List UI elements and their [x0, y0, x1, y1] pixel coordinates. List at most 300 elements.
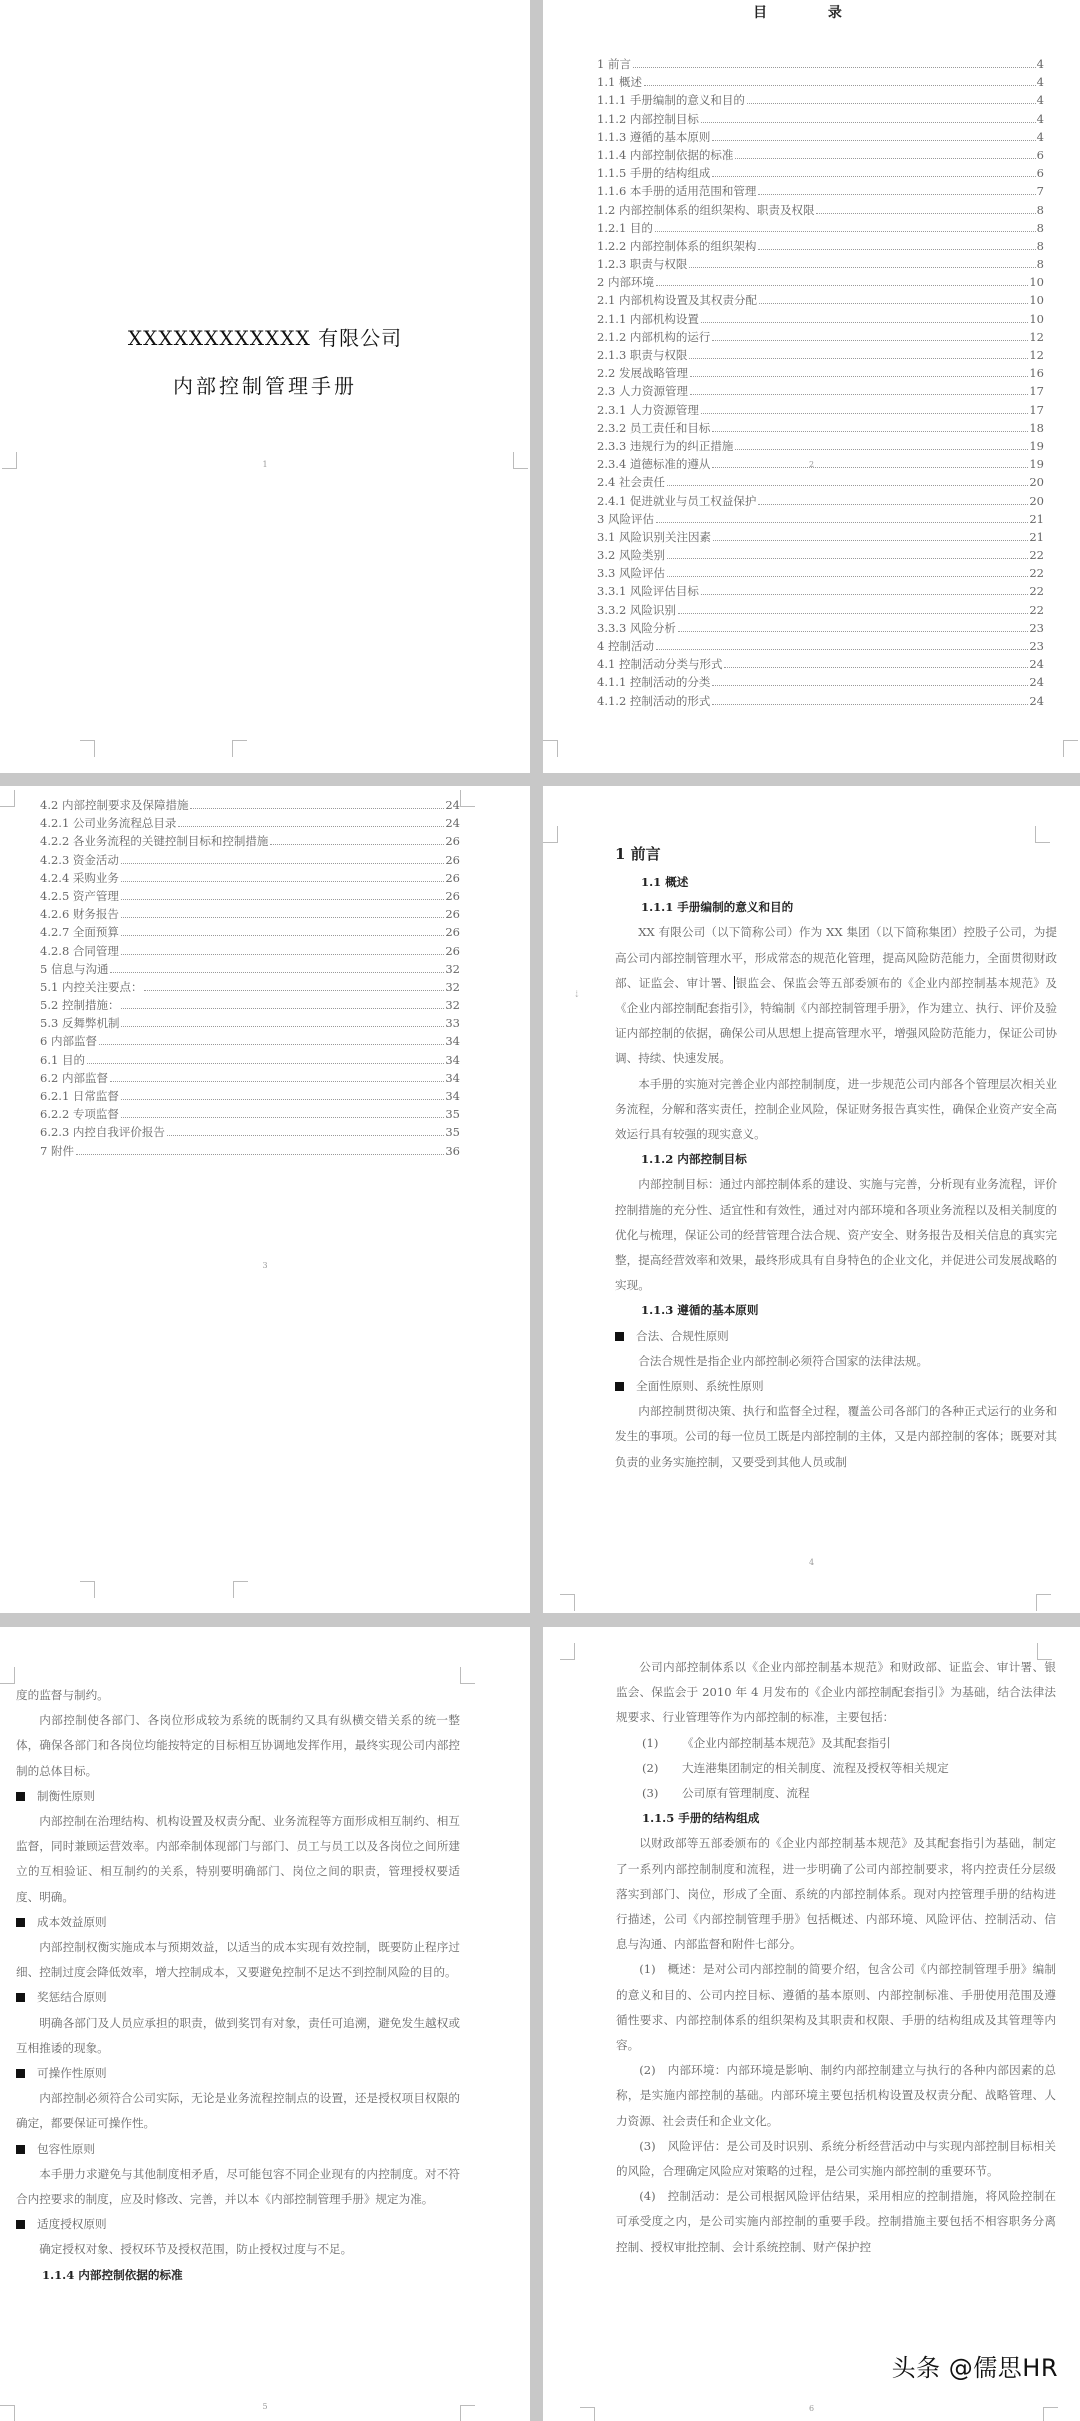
toc-entry-page: 10	[1029, 311, 1044, 326]
toc-entry[interactable]	[597, 146, 1044, 164]
margin-marker: ⇣	[573, 990, 581, 1000]
bullet-item: 制衡性原则	[16, 1784, 460, 1809]
toc-leader-dots	[735, 158, 1035, 159]
toc-entry-label: 5.2 控制措施：	[40, 998, 120, 1013]
toc-entry-label: 1.2 内部控制体系的组织架构、职责及权限	[597, 202, 815, 217]
toc-entry[interactable]	[40, 851, 460, 869]
crop-mark	[1036, 1594, 1051, 1611]
toc-leader-dots	[656, 285, 1028, 286]
toc-entry-label: 2.3.3 违规行为的纠正措施	[597, 438, 734, 453]
heading-3: 1.1.4 内部控制依据的标准	[42, 2267, 183, 2282]
toc-leader-dots	[759, 303, 1028, 304]
toc-entry[interactable]	[597, 473, 1044, 491]
toc-leader-dots	[678, 613, 1028, 614]
toc-leader-dots	[121, 863, 444, 864]
toc-entry-label: 2.3.2 员工责任和目标	[597, 420, 711, 435]
toc-entry-label: 2.3 人力资源管理	[597, 384, 688, 399]
toc-entry-page: 7	[1036, 184, 1044, 199]
toc-leader-dots	[712, 685, 1028, 686]
toc-entry-label: 3.3.3 风险分析	[597, 620, 676, 635]
toc-entry[interactable]	[40, 1087, 460, 1105]
square-bullet-icon	[615, 1382, 624, 1391]
toc-entry[interactable]	[597, 582, 1044, 600]
paragraph: 内部控制必须符合公司实际，无论是业务流程控制点的设置，还是授权项目权限的确定，都要保证可操作性。	[16, 2091, 460, 2131]
toc-entry-label: 1.2.3 职责与权限	[597, 257, 688, 272]
toc-entry-label: 2.1 内部机构设置及其权责分配	[597, 293, 757, 308]
toc-entry-page: 16	[1029, 366, 1044, 381]
toc-entry-label: 2 内部环境	[597, 275, 654, 290]
crop-mark	[580, 2407, 595, 2421]
item-text: 控制活动：是公司根据风险评估结果，采用相应的控制措施，将风险控制在可承受度之内，是公司实施内部控制的重要手段。控制措施主要包括不相容职务分离控制、授权审批控制、会计系统控制、财产保护控	[616, 2189, 1056, 2254]
toc-entry-page: 35	[445, 1125, 460, 1140]
toc-entry-label: 4.2.5 资产管理	[40, 888, 119, 903]
toc-entry-page: 35	[445, 1107, 460, 1122]
toc-entry[interactable]	[597, 201, 1044, 219]
toc-entry-page: 4	[1036, 75, 1044, 90]
crop-mark	[543, 740, 558, 757]
toc-entry[interactable]	[597, 55, 1044, 73]
toc-entry-label: 1.1.6 本手册的适用范围和管理	[597, 184, 757, 199]
toc-entry-page: 17	[1029, 384, 1044, 399]
toc-leader-dots	[689, 358, 1028, 359]
toc-entry-page: 6	[1036, 147, 1044, 162]
square-bullet-icon	[16, 2069, 25, 2078]
item-number: (3)	[639, 2138, 656, 2153]
toc-entry[interactable]	[597, 328, 1044, 346]
item-text: 公司原有管理制度、流程	[682, 1786, 810, 1801]
toc-entry-label: 4.2.1 公司业务流程总目录	[40, 816, 177, 831]
toc-entry[interactable]	[40, 814, 460, 832]
watermark-text: 头条 @儒思HR	[891, 2354, 1058, 2382]
toc-leader-dots	[712, 140, 1035, 141]
crop-mark	[1043, 2407, 1058, 2421]
toc-leader-dots	[121, 954, 444, 955]
numbered-paragraph	[616, 1957, 1056, 2058]
crop-mark	[460, 790, 475, 807]
toc-entry-label: 2.1.2 内部机构的运行	[597, 329, 711, 344]
toc-entry-label: 7 附件	[40, 1143, 74, 1158]
paragraph: 内部控制使各部门、各岗位形成较为系统的既制约又具有纵横交错关系的统一整体，确保各部门和各岗位均能按特定的目标相互协调地发挥作用，最终实现公司内部控制的总体目标。	[16, 1713, 460, 1778]
toc-entry[interactable]	[597, 110, 1044, 128]
toc-entry-page: 21	[1029, 529, 1044, 544]
toc-entry-label: 6 内部监督	[40, 1034, 97, 1049]
toc-entry-page: 19	[1029, 438, 1044, 453]
paragraph: 确定授权对象、授权环节及授权范围，防止授权过度与不足。	[39, 2242, 353, 2257]
numbered-paragraph	[616, 2134, 1056, 2184]
toc-entry[interactable]	[40, 887, 460, 905]
toc-entry-label: 4.2.3 资金活动	[40, 852, 119, 867]
toc-entry-page: 26	[445, 834, 460, 849]
toc-leader-dots	[701, 594, 1028, 595]
item-text: 《企业内部控制基本规范》及其配套指引	[682, 1735, 891, 1750]
toc-entry-page: 18	[1029, 420, 1044, 435]
toc-entry[interactable]	[597, 673, 1044, 691]
paragraph: 内部控制在治理结构、机构设置及权责分配、业务流程等方面形成相互制约、相互监督，同时兼顾运营效率。内部牵制体现部门与部门、员工与员工以及各岗位之间所建立的互相验证、相互制约的关系，特别要明确部门、岗位之间的职责，管理授权要适度、明确。	[16, 1814, 460, 1904]
standards-list	[616, 1731, 1056, 1807]
toc-entry[interactable]	[597, 692, 1044, 710]
toc-leader-dots	[701, 322, 1028, 323]
toc-leader-dots	[758, 249, 1035, 250]
toc-entry[interactable]	[597, 382, 1044, 400]
page-body-6	[543, 1627, 1080, 2421]
toc-entry-page: 26	[445, 870, 460, 885]
toc-entry[interactable]	[597, 291, 1044, 309]
toc-entry-label: 3.3.2 风险识别	[597, 602, 676, 617]
toc-entry[interactable]	[597, 73, 1044, 91]
bullet-item: 合法、合规性原则	[615, 1324, 1057, 1349]
crop-mark	[460, 2405, 475, 2421]
toc-entry-label: 3.3.1 风险评估目标	[597, 584, 699, 599]
toc-entry-label: 4.2.7 全面预算	[40, 925, 119, 940]
toc-leader-dots	[121, 1026, 444, 1027]
page-toc-2	[0, 786, 530, 1613]
toc-entry[interactable]	[597, 419, 1044, 437]
toc-entry-label: 3 风险评估	[597, 511, 654, 526]
square-bullet-icon	[16, 2220, 25, 2229]
toc-leader-dots	[644, 85, 1036, 86]
toc-leader-dots	[701, 122, 1036, 123]
toc-entry-page: 34	[445, 1070, 460, 1085]
crop-mark	[0, 790, 15, 807]
toc-leader-dots	[712, 176, 1035, 177]
toc-leader-dots	[167, 1135, 444, 1136]
toc-leader-dots	[735, 449, 1028, 450]
paragraph: 内部控制权衡实施成本与预期效益，以适当的成本实现有效控制，既要防止程序过细、控制过度会降低效率，增大控制成本，又要避免控制不足达不到控制风险的目的。	[16, 1940, 460, 1980]
toc-heading: 目 录	[753, 5, 870, 21]
item-number: (1)	[642, 1735, 659, 1750]
toc-entry-page: 4	[1036, 129, 1044, 144]
toc-leader-dots	[633, 67, 1036, 68]
toc-entry-page: 10	[1029, 275, 1044, 290]
toc-entry[interactable]	[40, 1105, 460, 1123]
heading-3: 1.1.1 手册编制的意义和目的	[641, 900, 794, 915]
toc-entry[interactable]	[597, 273, 1044, 291]
toc-leader-dots	[701, 413, 1028, 414]
toc-entry-page: 34	[445, 1089, 460, 1103]
toc-leader-dots	[747, 103, 1036, 104]
bullet-item: 全面性原则、系统性原则	[615, 1374, 1057, 1399]
page-number: 5	[262, 2402, 268, 2411]
toc-leader-dots	[121, 1099, 444, 1100]
toc-leader-dots	[121, 935, 444, 936]
toc-entry-label: 1.2.2 内部控制体系的组织架构	[597, 238, 757, 253]
item-text: 风险评估：是公司及时识别、系统分析经营活动中与实现内部控制目标相关的风险，合理确定风险应对策略的过程，是公司实施内部控制的重要环节。	[616, 2138, 1056, 2179]
toc-entry-page: 26	[445, 852, 460, 867]
item-number: (4)	[639, 2189, 656, 2204]
toc-entry-page: 22	[1029, 566, 1044, 581]
toc-entry-page: 24	[1029, 675, 1044, 690]
paragraph: 内部控制目标：通过内部控制体系的建设、实施与完善，分析现有业务流程，评价控制措施的充分性、适宜性和有效性，通过对内部环境和各项业务流程以及相关制度的优化与梳理，保证公司的经营管理合法合规、资产安全、财务报告及相关信息的真实完整，提高经营效率和效果，最终形成具有自身特色的企业文化，并促进公司发展战略的实现。	[615, 1177, 1057, 1293]
toc-entry-label: 1.2.1 目的	[597, 220, 653, 235]
crop-mark	[80, 740, 95, 757]
body-text	[616, 1655, 1056, 2260]
toc-list	[597, 55, 1044, 710]
toc-entry-label: 6.2.3 内控自我评价报告	[40, 1125, 165, 1140]
toc-entry[interactable]	[40, 1014, 460, 1032]
toc-entry[interactable]	[597, 182, 1044, 200]
toc-entry-page: 26	[445, 888, 460, 903]
crop-mark	[0, 1667, 15, 1684]
toc-entry-label: 5.3 反舞弊机制	[40, 1016, 120, 1031]
toc-leader-dots	[712, 704, 1028, 705]
toc-entry-page: 26	[445, 943, 460, 958]
toc-entry[interactable]	[40, 1032, 460, 1050]
toc-entry[interactable]	[597, 528, 1044, 546]
toc-entry[interactable]	[40, 1123, 460, 1141]
toc-leader-dots	[121, 917, 444, 918]
toc-entry-label: 4.2.4 采购业务	[40, 870, 119, 885]
toc-entry-label: 2.3.1 人力资源管理	[597, 402, 699, 417]
toc-entry-label: 1.1.2 内部控制目标	[597, 111, 699, 126]
toc-entry-page: 24	[1029, 657, 1044, 672]
paragraph: 公司内部控制体系以《企业内部控制基本规范》和财政部、证监会、审计署、银监会、保监会于 2010 年 4 月发布的《企业内部控制配套指引》为基础，结合法律法规要求、行业管理等作为内部控制的标准，主要包括：	[616, 1660, 1056, 1725]
toc-leader-dots	[121, 899, 444, 900]
toc-entry[interactable]	[597, 492, 1044, 510]
toc-entry[interactable]	[40, 796, 460, 814]
item-text: 概述：是对公司内部控制的简要介绍，包含公司《内部控制管理手册》编制的意义和目的、公司内控目标、遵循的基本原则、内部控制标准、手册使用范围及遵循性要求、内部控制体系的组织架构及其职责和权限、手册的结构组成及其管理等内容。	[616, 1962, 1056, 2053]
page-number: 3	[262, 1261, 268, 1270]
toc-entry-label: 2.2 发展战略管理	[597, 366, 688, 381]
paragraph: 以财政部等五部委颁布的《企业内部控制基本规范》及其配套指引为基础，制定了一系列内部控制制度和流程，进一步明确了公司内部控制要求，将内控责任分层级落实到部门、岗位，形成了全面、系统的内部控制体系。现对内控管理手册的结构进行描述，公司《内部控制管理手册》包括概述、内部环境、风险评估、控制活动、信息与沟通、内部监督和附件七部分。	[616, 1836, 1056, 1952]
toc-entry-label: 6.2 内部监督	[40, 1070, 108, 1085]
toc-entry-page: 8	[1036, 257, 1044, 272]
toc-entry-page: 23	[1029, 620, 1044, 635]
toc-entry-page: 20	[1029, 493, 1044, 508]
toc-entry-label: 1.1.3 遵循的基本原则	[597, 129, 711, 144]
page-cover	[0, 0, 530, 773]
toc-entry-label: 1.1 概述	[597, 75, 642, 90]
toc-entry-page: 22	[1029, 548, 1044, 563]
toc-leader-dots	[87, 1063, 444, 1064]
toc-entry-page: 10	[1029, 293, 1044, 308]
toc-entry-label: 3.2 风险类别	[597, 548, 665, 563]
paragraph: 合法合规性是指企业内部控制必须符合国家的法律法规。	[638, 1353, 929, 1368]
toc-leader-dots	[724, 667, 1028, 668]
bullet-item: 适度授权原则	[16, 2212, 460, 2237]
toc-entry[interactable]	[597, 164, 1044, 182]
toc-entry-page: 8	[1036, 220, 1044, 235]
toc-entry-page: 24	[445, 798, 460, 812]
toc-entry-page: 8	[1036, 202, 1044, 217]
toc-entry-label: 6.1 目的	[40, 1052, 85, 1067]
crop-mark	[232, 740, 247, 757]
body-text	[615, 838, 1057, 1475]
toc-entry-label: 3.3 风险评估	[597, 566, 665, 581]
toc-leader-dots	[76, 1154, 444, 1155]
toc-leader-dots	[758, 504, 1028, 505]
toc-entry[interactable]	[40, 1051, 460, 1069]
toc-leader-dots	[121, 1117, 444, 1118]
toc-leader-dots	[656, 522, 1028, 523]
toc-leader-dots	[110, 972, 444, 973]
square-bullet-icon	[16, 1918, 25, 1927]
toc-entry-label: 4.2.8 合同管理	[40, 943, 119, 958]
toc-entry[interactable]	[40, 869, 460, 887]
toc-entry[interactable]	[597, 346, 1044, 364]
crop-mark	[543, 826, 558, 843]
toc-entry[interactable]	[40, 978, 460, 996]
toc-entry-page: 26	[445, 925, 460, 940]
toc-entry-label: 2.1.1 内部机构设置	[597, 311, 699, 326]
crop-mark	[0, 2405, 15, 2421]
toc-leader-dots	[270, 844, 444, 845]
toc-leader-dots	[712, 431, 1028, 432]
toc-entry-page: 12	[1029, 329, 1044, 344]
toc-entry[interactable]	[597, 655, 1044, 673]
toc-leader-dots	[690, 376, 1028, 377]
toc-entry[interactable]	[597, 564, 1044, 582]
toc-leader-dots	[144, 990, 444, 991]
numbered-paragraph	[616, 2184, 1056, 2260]
toc-entry[interactable]	[40, 1069, 460, 1087]
crop-mark	[1063, 740, 1078, 757]
square-bullet-icon	[16, 2145, 25, 2154]
toc-leader-dots	[121, 881, 444, 882]
numbered-item	[616, 1731, 1056, 1756]
toc-entry-label: 4.2.2 各业务流程的关键控制目标和控制措施	[40, 834, 269, 849]
numbered-item	[616, 1781, 1056, 1806]
toc-leader-dots	[110, 1081, 444, 1082]
toc-entry-page: 33	[445, 1016, 460, 1031]
toc-entry[interactable]	[597, 91, 1044, 109]
toc-entry-page: 32	[445, 979, 460, 994]
toc-entry-label: 4.2 内部控制要求及保障措施	[40, 798, 189, 812]
toc-entry-label: 4.2.6 财务报告	[40, 907, 119, 922]
cover-company-name: XXXXXXXXXXXX 有限公司	[127, 326, 403, 350]
toc-leader-dots	[712, 340, 1028, 341]
toc-leader-dots	[655, 231, 1036, 232]
square-bullet-icon	[16, 1792, 25, 1801]
page-body-4	[543, 786, 1080, 1613]
crop-mark	[560, 1643, 575, 1660]
toc-leader-dots	[99, 1044, 444, 1045]
toc-entry-label: 6.2.2 专项监督	[40, 1107, 119, 1122]
toc-entry[interactable]	[40, 832, 460, 850]
bullet-item: 包容性原则	[16, 2137, 460, 2162]
page-toc-1	[543, 0, 1080, 773]
toc-entry-label: 1.1.4 内部控制依据的标准	[597, 147, 734, 162]
toc-entry-page: 4	[1036, 111, 1044, 126]
crop-mark	[460, 1667, 475, 1684]
toc-entry[interactable]	[40, 923, 460, 941]
toc-entry[interactable]	[40, 1142, 460, 1160]
toc-entry[interactable]	[597, 546, 1044, 564]
heading-3: 1.1.5 手册的结构组成	[642, 1811, 760, 1826]
paragraph: 内部控制贯彻决策、执行和监督全过程，覆盖公司各部门的各种正式运行的业务和发生的事项。公司的每一位员工既是内部控制的主体，又是内部控制的客体；既要对其负责的业务实施控制，又要受到其他人员或制	[615, 1404, 1057, 1469]
paragraph: XX 有限公司（以下简称公司）作为 XX 集团（以下简称集团）控股子公司，为提高公司内部控制管理水平，形成常态的规范化管理，提高风险防范能力，全面贯彻财政部、证监会、审计署、银监会、保监会等五部委颁布的《企业内部控制基本规范》及《企业内部控制配套指引》，特编制《内部控制管理手册》，作为建立、执行、评价及验证内部控制的依据，确保公司从思想上提高管理水平，增强风险防范能力，保证公司协调、持续、快速发展。	[615, 925, 1057, 1066]
toc-entry-label: 1.1.5 手册的结构组成	[597, 166, 711, 181]
item-text: 大连港集团制定的相关制度、流程及授权等相关规定	[682, 1760, 949, 1775]
heading-3: 1.1.2 内部控制目标	[641, 1152, 747, 1167]
toc-entry[interactable]	[40, 996, 460, 1014]
toc-entry-page: 12	[1029, 348, 1044, 362]
toc-leader-dots	[713, 540, 1028, 541]
toc-entry-page: 19	[1029, 457, 1044, 472]
toc-entry[interactable]	[597, 619, 1044, 637]
crop-mark	[560, 1594, 575, 1611]
page-number: 2	[808, 460, 815, 469]
toc-entry[interactable]	[40, 905, 460, 923]
toc-entry-page: 34	[445, 1034, 460, 1049]
toc-entry-page: 6	[1036, 166, 1044, 181]
toc-entry[interactable]	[597, 219, 1044, 237]
toc-leader-dots	[121, 1008, 444, 1009]
item-text: 内部环境：内部环境是影响、制约内部控制建立与执行的各种内部因素的总称，是实施内部控制的基础。内部环境主要包括机构设置及权责分配、战略管理、人力资源、社会责任和企业文化。	[616, 2063, 1056, 2128]
toc-entry[interactable]	[597, 128, 1044, 146]
crop-mark	[80, 1581, 95, 1598]
toc-entry[interactable]	[597, 237, 1044, 255]
toc-entry[interactable]	[597, 364, 1044, 382]
toc-leader-dots	[667, 576, 1028, 577]
toc-entry-label: 2.4.1 促进就业与员工权益保护	[597, 493, 757, 508]
toc-leader-dots	[689, 267, 1035, 268]
toc-entry[interactable]	[40, 960, 460, 978]
heading-2: 1.1 概述	[641, 875, 689, 889]
toc-leader-dots	[758, 194, 1035, 195]
square-bullet-icon	[615, 1332, 624, 1341]
toc-entry-page: 36	[445, 1143, 460, 1158]
toc-leader-dots	[178, 826, 444, 827]
item-number: (2)	[639, 2063, 656, 2078]
item-number: (2)	[642, 1760, 659, 1775]
square-bullet-icon	[16, 1993, 25, 2002]
toc-entry-page: 4	[1036, 93, 1044, 108]
toc-entry-label: 1.1.1 手册编制的意义和目的	[597, 93, 745, 108]
toc-entry-page: 34	[445, 1052, 460, 1067]
toc-entry[interactable]	[597, 637, 1044, 655]
body-text	[16, 1683, 460, 2288]
toc-entry-page: 17	[1029, 402, 1044, 417]
toc-entry[interactable]	[597, 255, 1044, 273]
toc-entry-page: 22	[1029, 602, 1044, 617]
structure-list	[616, 1957, 1056, 2259]
toc-entry[interactable]	[597, 437, 1044, 455]
toc-entry-page: 32	[445, 961, 460, 976]
toc-leader-dots	[667, 558, 1028, 559]
page-number: 6	[808, 2404, 815, 2413]
toc-entry-label: 5 信息与沟通	[40, 961, 109, 976]
toc-entry-page: 8	[1036, 238, 1044, 253]
toc-entry-page: 4	[1036, 57, 1044, 71]
toc-entry[interactable]	[597, 310, 1044, 328]
toc-list	[40, 796, 460, 1160]
toc-leader-dots	[667, 485, 1028, 486]
page-number: 1	[262, 460, 268, 469]
bullet-item: 奖惩结合原则	[16, 1985, 460, 2010]
paragraph: 本手册的实施对完善企业内部控制制度，进一步规范公司内部各个管理层次相关业务流程，分解和落实责任，控制企业风险，保证财务报告真实性，确保企业资产安全高效运行具有较强的现实意义。	[615, 1076, 1057, 1142]
toc-entry-page: 23	[1029, 639, 1044, 653]
page-number: 4	[808, 1558, 815, 1567]
toc-entry[interactable]	[40, 942, 460, 960]
item-number: (1)	[639, 1962, 656, 1977]
toc-leader-dots	[816, 213, 1035, 214]
toc-entry[interactable]	[597, 401, 1044, 419]
crop-mark	[233, 1581, 248, 1598]
toc-entry-page: 22	[1029, 584, 1044, 599]
toc-entry-page: 24	[1029, 693, 1044, 708]
toc-entry[interactable]	[597, 510, 1044, 528]
page-body-5	[0, 1627, 530, 2421]
toc-leader-dots	[190, 808, 444, 809]
toc-leader-dots	[690, 394, 1028, 395]
heading-3: 1.1.3 遵循的基本原则	[641, 1303, 759, 1318]
item-number: (3)	[642, 1786, 659, 1801]
toc-entry-page: 20	[1029, 475, 1044, 490]
toc-entry-label: 6.2.1 日常监督	[40, 1089, 119, 1103]
toc-entry[interactable]	[597, 601, 1044, 619]
bullet-item: 可操作性原则	[16, 2061, 460, 2086]
toc-entry-label: 2.1.3 职责与权限	[597, 348, 688, 362]
